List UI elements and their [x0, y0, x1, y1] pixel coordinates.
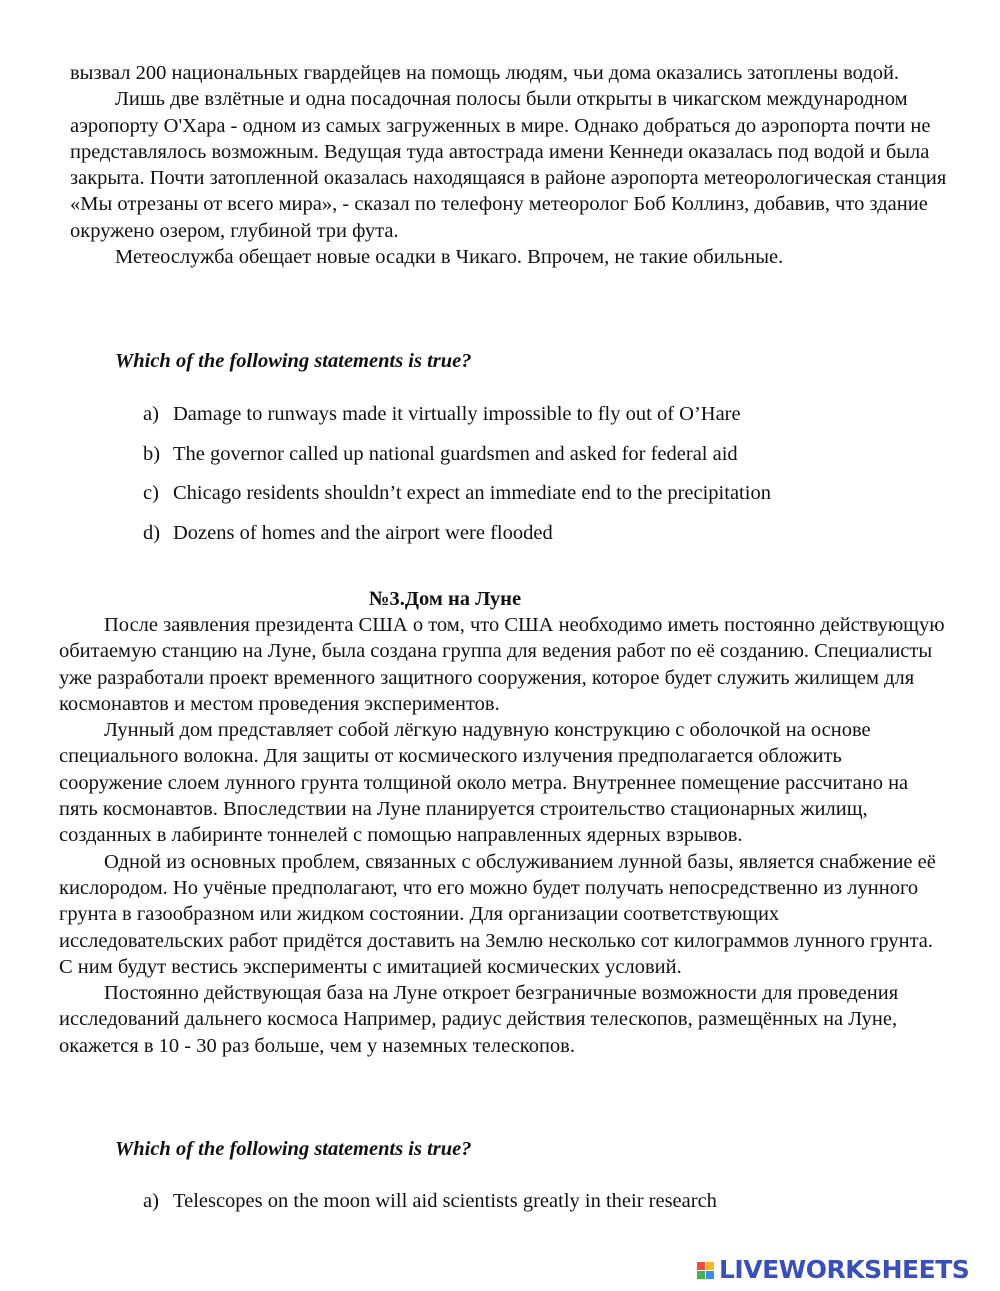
question-prompt: Which of the following statements is true?	[115, 1138, 472, 1160]
logo-square	[697, 1271, 705, 1279]
paragraph: Лишь две взлётные и одна посадочная полосы были открыты в чикагском международном аэропорту О'Хара - одном из самых загруженных в мире. Однако добраться до аэропорта почти не представлялось возможным. Ведущая туда автострада имени Кеннеди оказалась под водой и была закрыта. Почти затопленной оказалась находящаяся в районе аэропорта метеорологическая станция «Мы отрезаны от всего мира», - сказал по телефону метеоролог Боб Коллинз, добавив, что здание окружено озером, глубиной три фута.	[70, 88, 947, 242]
article-body	[59, 612, 949, 1059]
logo-square	[706, 1262, 714, 1270]
paragraph: Постоянно действующая база на Луне откроет безграничные возможности для проведения исследований дальнего космоса Например, радиус действия телескопов, размещённых на Луне, окажется в 10 - 30 раз больше, чем у наземных телескопов.	[59, 982, 899, 1057]
section-title: №3.Дом на Луне	[368, 588, 522, 610]
answer-option-a[interactable]	[143, 401, 771, 441]
paragraph: После заявления президента США о том, что США необходимо иметь постоянно действующую обитаемую станцию на Луне, была создана группа для ведения работ по её созданию. Специалисты уже разработали проект временного защитного сооружения, которое будет служить жилищем для космонавтов и местом проведения экспериментов.	[59, 614, 945, 715]
option-letter: b)	[143, 442, 161, 465]
answer-option-a[interactable]	[143, 1188, 717, 1228]
option-text: Damage to runways made it virtually impossible to fly out of O’Hare	[173, 403, 741, 425]
logo-text: LIVEWORKSHEETS	[719, 1255, 970, 1284]
option-text: Dozens of homes and the airport were flooded	[173, 521, 553, 544]
question-prompt: Which of the following statements is true?	[115, 350, 472, 372]
paragraph: Лунный дом представляет собой лёгкую надувную конструкцию с оболочкой на основе специального волокна. Для защиты от космического излучения предполагается обложить сооружение слоем лунного грунта толщиной около метра. Внутреннее помещение рассчитано на пять космонавтов. Впоследствии на Луне планируется строительство стационарных жилищ, созданных в лабиринте тоннелей с помощью направленных ядерных взрывов.	[59, 719, 909, 847]
paragraph: Метеослужба обещает новые осадки в Чикаго. Впрочем, не такие обильные.	[115, 246, 784, 269]
answer-option-c[interactable]	[143, 480, 771, 520]
answer-options	[143, 1188, 717, 1228]
option-letter: d)	[143, 521, 161, 544]
article-continuation	[70, 60, 950, 270]
option-letter: c)	[143, 482, 159, 504]
answer-option-d[interactable]	[143, 520, 771, 560]
answer-option-b[interactable]	[143, 441, 771, 481]
paragraph: Одной из основных проблем, связанных с обслуживанием лунной базы, является снабжение её кислородом. Но учёные предполагают, что его можно будет получать непосредственно из лунного грунта в газообразном или жидком состоянии. Для организации соответствующих исследовательских работ придётся доставить на Землю несколько сот килограммов лунного грунта. С ним будут вестись эксперименты с имитацией космических условий.	[59, 850, 936, 978]
option-text: Telescopes on the moon will aid scientists greatly in their research	[173, 1190, 717, 1212]
option-letter: a)	[143, 1190, 159, 1212]
option-text: The governor called up national guardsmen and asked for federal aid	[173, 442, 738, 465]
option-letter: a)	[143, 403, 159, 425]
answer-options	[143, 401, 771, 559]
option-text: Chicago residents shouldn’t expect an immediate end to the precipitation	[173, 482, 771, 504]
logo-square	[697, 1262, 705, 1270]
logo-square	[706, 1271, 714, 1279]
liveworksheets-logo	[697, 1255, 969, 1285]
paragraph: вызвал 200 национальных гвардейцев на помощь людям, чьи дома оказались затоплены водой.	[70, 62, 900, 84]
logo-mark-icon	[697, 1262, 714, 1279]
